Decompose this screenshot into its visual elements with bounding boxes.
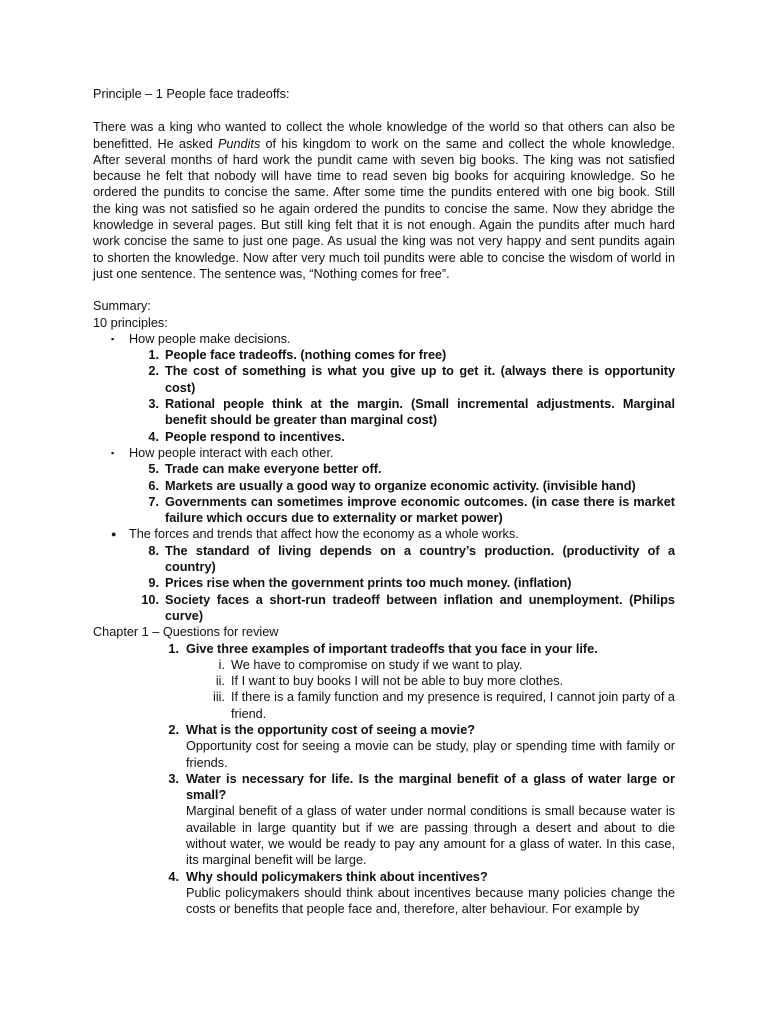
item-number: 2. <box>148 364 159 379</box>
principle-item <box>93 461 675 477</box>
summary-label: Summary: <box>93 299 151 314</box>
story-text-part-2: of his kingdom to work on the same and collect the whole knowledge. After several months of hard work the pundit came with seven big books. The king was not satisfied because he felt that nobody will have time to read seven big books for acquiring knowledge. So he ordered the pundits to concise the same. After some time the pundits entered with one big book. Still the king was not satisfied so he again ordered the pundits to concise the same. Now they abridge the knowledge in several pages. But still king felt that it is not enough. Again the pundits after much hard work concise the same to just one page. As usual the king was not very happy and sent pundits again to shorten the knowledge. Now after very much toil pundits were able to concise the wisdom of world in just one sentence. The sentence was, “Nothing comes for free”. <box>93 136 676 281</box>
item-number: 7. <box>148 494 159 509</box>
story-text-part-1: There was a king who wanted to collect the whole knowledge of the world so that others can also be benefitted. He asked <box>93 120 675 151</box>
item-number: 5. <box>148 462 159 477</box>
item-number: 6. <box>148 478 159 493</box>
document-content <box>93 86 675 918</box>
group-heading <box>93 331 675 347</box>
question-number: 3. <box>168 771 179 786</box>
group-title: How people make decisions. <box>129 331 291 346</box>
example-item <box>93 689 675 722</box>
example-number: i. <box>218 657 225 672</box>
bullet-icon: ● <box>111 529 117 540</box>
king-story-paragraph <box>93 119 675 282</box>
answer-text: Public policymakers should think about incentives because many policies change the costs or benefits that people face and, therefore, alter behaviour. For example by <box>186 885 675 917</box>
example-number: iii. <box>213 690 225 705</box>
item-text: Society faces a short-run tradeoff between inflation and unemployment. (Philips curve) <box>165 592 675 623</box>
principle-item <box>93 396 675 429</box>
principle-item <box>93 592 675 625</box>
principle-item <box>93 363 675 396</box>
question-text: Water is necessary for life. Is the marginal benefit of a glass of water large or small? <box>186 771 675 803</box>
question-number: 1. <box>168 641 179 656</box>
example-text: If there is a family function and my presence is required, I cannot join party of a friend. <box>231 690 675 721</box>
principle-item <box>93 494 675 527</box>
item-number: 8. <box>148 543 159 558</box>
principle-item <box>93 478 675 494</box>
example-text: We have to compromise on study if we want to play. <box>231 657 523 672</box>
example-item <box>93 657 675 673</box>
question-item <box>93 771 675 869</box>
group-title: The forces and trends that affect how the economy as a whole works. <box>129 527 519 542</box>
question-number: 2. <box>168 722 179 737</box>
answer-text: Opportunity cost for seeing a movie can be study, play or spending time with family or friends. <box>186 739 675 770</box>
item-number: 9. <box>148 576 159 591</box>
item-text: People face tradeoffs. (nothing comes for free) <box>165 348 447 363</box>
item-text: People respond to incentives. <box>165 429 345 444</box>
group-heading <box>93 526 675 542</box>
question-item <box>93 722 675 771</box>
answer-text: Marginal benefit of a glass of water under normal conditions is small because water is available in large quantity but if we are passing through a desert and about to die without water, we would be ready to pay any amount for a glass of water. In this case, its marginal benefit will be large. <box>186 804 675 868</box>
example-item <box>93 673 675 689</box>
item-number: 4. <box>148 429 159 444</box>
bullet-icon: ▪ <box>111 333 115 344</box>
item-text: The standard of living depends on a country’s production. (productivity of a country) <box>165 543 675 575</box>
principle-item <box>93 543 675 576</box>
item-number: 3. <box>148 397 159 412</box>
principle-item <box>93 575 675 591</box>
item-text: Markets are usually a good way to organize economic activity. (invisible hand) <box>165 478 636 493</box>
question-item <box>93 869 675 918</box>
question-item <box>93 641 675 657</box>
question-text: Give three examples of important tradeoffs that you face in your life. <box>186 641 598 656</box>
question-number: 4. <box>168 869 179 884</box>
bullet-icon: ▪ <box>111 447 115 458</box>
principle-item <box>93 347 675 363</box>
principle-item <box>93 429 675 445</box>
item-number: 1. <box>148 348 159 363</box>
item-text: Prices rise when the government prints too much money. (inflation) <box>165 576 572 591</box>
item-text: Trade can make everyone better off. <box>165 462 382 477</box>
item-text: Governments can sometimes improve economic outcomes. (in case there is market failure which occurs due to externality or market power) <box>165 494 675 526</box>
group-heading <box>93 445 675 461</box>
group-title: How people interact with each other. <box>129 445 334 460</box>
principle-heading: Principle – 1 People face tradeoffs: <box>93 87 290 101</box>
example-text: If I want to buy books I will not be able to buy more clothes. <box>231 674 564 689</box>
question-text: What is the opportunity cost of seeing a movie? <box>186 722 476 737</box>
item-text: The cost of something is what you give up to get it. (always there is opportunity cost) <box>165 364 675 395</box>
example-number: ii. <box>215 674 225 689</box>
story-italic-pundits: Pundits <box>217 136 261 151</box>
item-text: Rational people think at the margin. (Small incremental adjustments. Marginal benefit should be greater than marginal cost) <box>165 397 675 428</box>
principles-label: 10 principles: <box>93 315 168 330</box>
item-number: 10. <box>141 592 159 607</box>
question-text: Why should policymakers think about incentives? <box>186 869 488 884</box>
chapter-title: Chapter 1 – Questions for review <box>93 625 279 640</box>
